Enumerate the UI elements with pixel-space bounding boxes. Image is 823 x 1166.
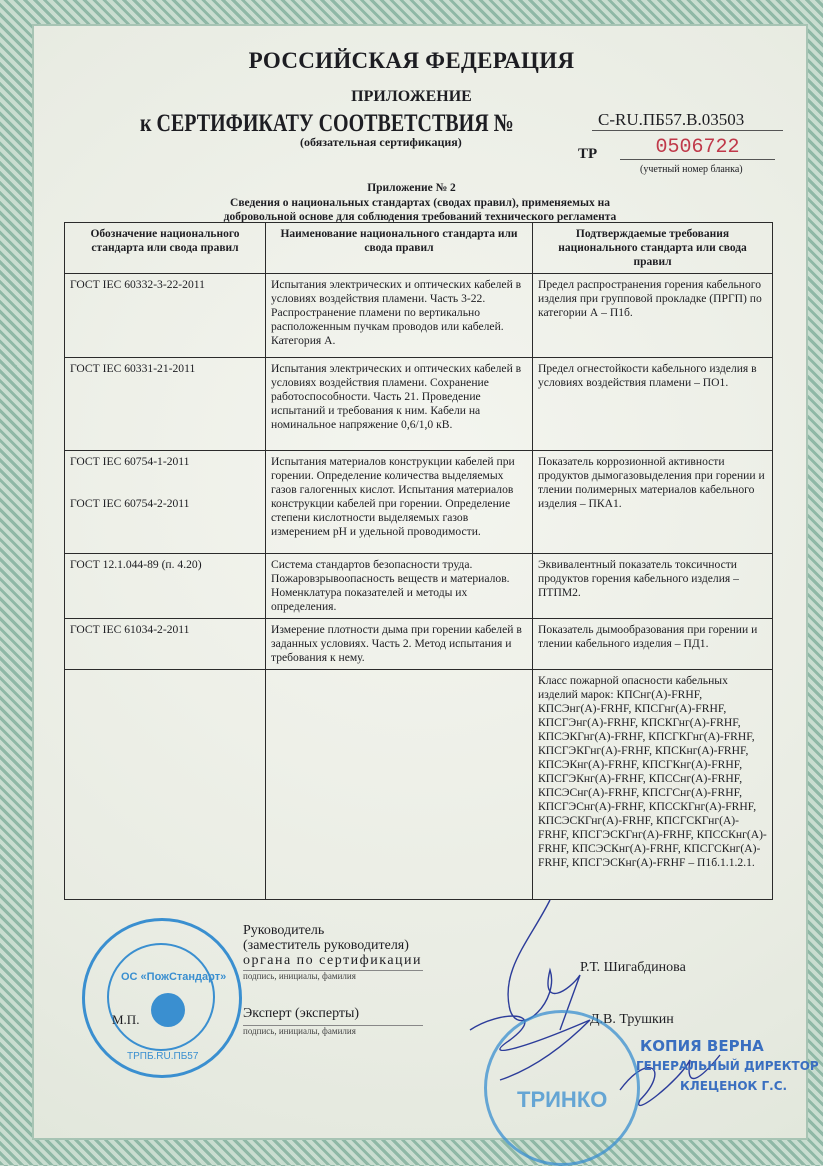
name-cell: Измерение плотности дыма при горении кабелей в заданных условиях. Часть 2. Метод испытания и требования к нему. (266, 619, 533, 670)
requirements-cell: Эквивалентный показатель токсичности продуктов горения кабельного изделия – ПТПМ2. (533, 554, 773, 619)
designation-cell (65, 670, 266, 900)
name-cell (266, 670, 533, 900)
head-label (243, 923, 422, 968)
head-label-line: органа по сертификации (243, 953, 423, 968)
stamp-org-text: ОС «ПожСтандарт» (121, 971, 227, 983)
stamp-org-code: ТРПБ.RU.ПБ57 (127, 1051, 199, 1062)
company-stamp (484, 1010, 640, 1166)
expert-label: Эксперт (эксперты) (243, 1006, 360, 1021)
certificate-title: к СЕРТИФИКАТУ СООТВЕТСТВИЯ № (140, 110, 514, 137)
seal-place-label: М.П. (112, 1012, 140, 1027)
copy-stamp-line: ГЕНЕРАЛЬНЫЙ ДИРЕКТОР (636, 1059, 819, 1073)
requirements-cell: Предел распространения горения кабельного изделия при групповой прокладке (ПРГП) по категории А – П1б. (533, 274, 773, 358)
standards-table (64, 222, 773, 900)
designation-cell: ГОСТ 12.1.044-89 (п. 4.20) (65, 554, 266, 619)
head-label-line: Руководитель (243, 923, 325, 938)
appendix-number: Приложение № 2 (367, 182, 456, 194)
blank-number: 0506722 (620, 136, 775, 160)
designation-cell: ГОСТ IEC 60331-21-2011 (65, 358, 266, 451)
appendix-description: Сведения о национальных стандартах (сводах правил), применяемых на добровольной основе для соблюдения требований технического регламента (223, 197, 617, 223)
requirements-cell: Предел огнестойкости кабельного изделия в условиях воздействия пламени – ПО1. (533, 358, 773, 451)
requirements-cell: Показатель коррозионной активности продуктов дымогазовыделения при горении и тлении полимерных материалов кабельного изделия – ПКА1. (533, 451, 773, 554)
expert-caption: подпись, инициалы, фамилия (243, 1025, 423, 1036)
copy-stamp-line: КОПИЯ ВЕРНА (640, 1037, 764, 1055)
requirements-cell: Показатель дымообразования при горении и тлении кабельного изделия – ПД1. (533, 619, 773, 670)
column-header: Наименование национального стандарта или свода правил (266, 223, 533, 274)
tp-label: ТР (578, 146, 598, 162)
name-cell: Испытания электрических и оптических кабелей в условиях воздействия пламени. Сохранение работоспособности. Часть 21. Проведение испытаний и требования к ним. Кабели на номинальное напряжение 0,6/1,0 кВ. (266, 358, 533, 451)
certificate-number: C-RU.ПБ57.В.03503 (592, 110, 783, 131)
blank-number-label: (учетный номер бланка) (640, 164, 743, 175)
table-row (65, 619, 773, 670)
head-name: Р.Т. Шигабдинова (580, 960, 686, 975)
head-caption: подпись, инициалы, фамилия (243, 970, 423, 981)
copy-stamp-line: КЛЕЦЕНОК Г.С. (680, 1079, 788, 1093)
designation-cell (65, 451, 266, 554)
company-logo: ТРИНКО (517, 1087, 608, 1112)
table-row (65, 451, 773, 554)
designation-cell: ГОСТ IEC 61034-2-2011 (65, 619, 266, 670)
name-cell: Испытания материалов конструкции кабелей при горении. Определение количества выделяемых газов галогенных кислот. Испытания материалов конструкции кабелей при горении. Определение степени кислотности выделяемых газов измерением pH и удельной проводимости. (266, 451, 533, 554)
designation-1: ГОСТ IEC 60754-1-2011 (70, 455, 190, 468)
designation-2: ГОСТ IEC 60754-2-2011 (70, 497, 190, 510)
name-cell: Испытания электрических и оптических кабелей в условиях воздействия пламени. Часть 3-22. Распространение пламени по вертикально расположенным пучкам проводов или кабелей. Категория А. (266, 274, 533, 358)
designation-cell: ГОСТ IEC 60332-3-22-2011 (65, 274, 266, 358)
table-header-row (65, 223, 773, 274)
certification-body-stamp (82, 918, 242, 1078)
appendix-title: ПРИЛОЖЕНИЕ (351, 88, 472, 105)
head-label-line: (заместитель руководителя) (243, 938, 409, 953)
requirements-cell: Класс пожарной опасности кабельных изделий марок: КПСнг(А)-FRHF, КПСЭнг(А)-FRHF, КПСГнг(А)-FRHF, КПСГЭнг(А)-FRHF, КПСКГнг(А)-FRHF, КПСЭКГнг(А)-FRHF, КПСГКГнг(А)-FRHF, КПСГЭКГнг(А)-FRHF, КПСКнг(А)-FRHF, КПСЭКнг(А)-FRHF, КПСГКнг(А)-FRHF, КПСГЭКнг(А)-FRHF, КПССнг(А)-FRHF, КПСЭСнг(А)-FRHF, КПСГСнг(А)-FRHF, КПСГЭСнг(А)-FRHF, КПССКГнг(А)-FRHF, КПСЭСКГнг(А)-FRHF, КПСГСКГнг(А)-FRHF, КПСГЭСКГнг(А)-FRHF, КПССКнг(А)-FRHF, КПСЭСКнг(А)-FRHF, КПСГСКнг(А)-FRHF, КПСГЭСКнг(А)-FRHF – П1б.1.1.2.1. (533, 670, 773, 900)
copy-certified-stamp (636, 1036, 819, 1096)
table-row (65, 358, 773, 451)
certification-type: (обязательная сертификация) (300, 135, 462, 149)
table-row (65, 670, 773, 900)
name-cell: Система стандартов безопасности труда. Пожаровзрывоопасность веществ и материалов. Номенклатура показателей и методы их определения. (266, 554, 533, 619)
country-title: РОССИЙСКАЯ ФЕДЕРАЦИЯ (248, 48, 575, 73)
expert-name: Д.В. Трушкин (590, 1012, 674, 1027)
column-header: Обозначение национального стандарта или свода правил (65, 223, 266, 274)
table-row (65, 274, 773, 358)
column-header: Подтверждаемые требования национального стандарта или свода правил (533, 223, 773, 274)
table-row (65, 554, 773, 619)
stamp-logo-icon (151, 993, 185, 1027)
